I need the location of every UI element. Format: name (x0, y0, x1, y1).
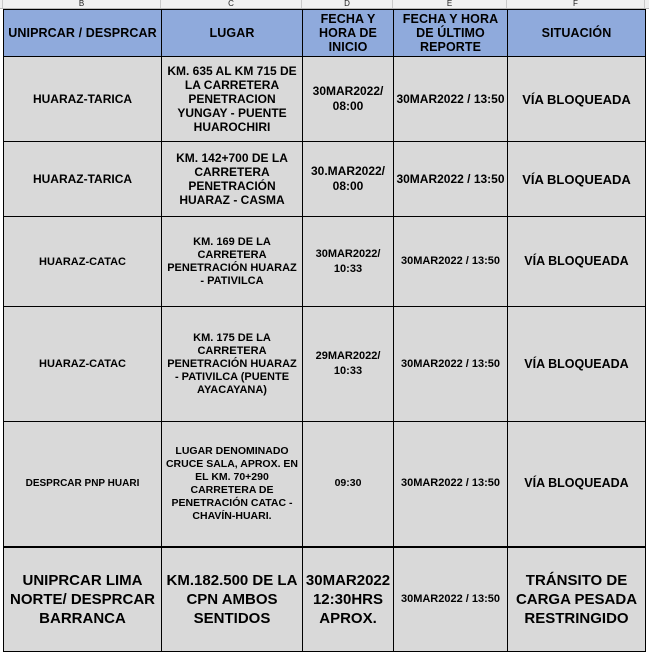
cell-place: LUGAR DENOMINADO CRUCE SALA, APROX. EN EL KM. 70+290 CARRETERA DE PENETRACIÓN CATAC - CHAVÍN-HUARI. (162, 422, 303, 547)
table-row[interactable] (4, 307, 646, 422)
cell-start-date: 30MAR2022 12:30HRS APROX. (303, 547, 394, 652)
cell-start-date: 30MAR2022/ 08:00 (303, 57, 394, 142)
column-letter-b[interactable]: B (3, 0, 161, 8)
cell-unit: HUARAZ-CATAC (4, 307, 162, 422)
cell-place: KM. 142+700 DE LA CARRETERA PENETRACIÓN HUARAZ - CASMA (162, 142, 303, 217)
table-row[interactable] (4, 142, 646, 217)
cell-last-report: 30MAR2022 / 13:50 (394, 217, 508, 307)
table-row[interactable] (4, 547, 646, 652)
cell-start-date: 30MAR2022/ 10:33 (303, 217, 394, 307)
column-letter-d[interactable]: D (302, 0, 393, 8)
cell-status: VÍA BLOQUEADA (508, 307, 646, 422)
header-row (4, 10, 646, 57)
column-header-strip (0, 0, 649, 9)
cell-place: KM. 175 DE LA CARRETERA PENETRACIÓN HUARAZ - PATIVILCA (PUENTE AYACAYANA) (162, 307, 303, 422)
column-letter-e[interactable]: E (393, 0, 507, 8)
cell-place: KM.182.500 DE LA CPN AMBOS SENTIDOS (162, 547, 303, 652)
cell-last-report: 30MAR2022 / 13:50 (394, 142, 508, 217)
cell-status: VÍA BLOQUEADA (508, 422, 646, 547)
cell-last-report: 30MAR2022 / 13:50 (394, 307, 508, 422)
cell-unit: HUARAZ-TARICA (4, 57, 162, 142)
table-row[interactable] (4, 217, 646, 307)
table-header (4, 10, 646, 57)
cell-place: KM. 169 DE LA CARRETERA PENETRACIÓN HUARAZ - PATIVILCA (162, 217, 303, 307)
cell-status: VÍA BLOQUEADA (508, 217, 646, 307)
cell-unit: HUARAZ-TARICA (4, 142, 162, 217)
table-container (3, 9, 646, 665)
cell-unit: DESPRCAR PNP HUARI (4, 422, 162, 547)
table-body (4, 57, 646, 652)
table-row[interactable] (4, 57, 646, 142)
road-status-table (3, 9, 646, 652)
cell-unit: HUARAZ-CATAC (4, 217, 162, 307)
cell-start-date: 29MAR2022/ 10:33 (303, 307, 394, 422)
cell-status: VÍA BLOQUEADA (508, 142, 646, 217)
column-letter-g[interactable] (645, 0, 649, 8)
column-header-place: LUGAR (162, 10, 303, 57)
column-header-start-date: FECHA Y HORA DE INICIO (303, 10, 394, 57)
column-letter-f[interactable]: F (507, 0, 645, 8)
cell-start-date: 30.MAR2022/ 08:00 (303, 142, 394, 217)
table-row[interactable] (4, 422, 646, 547)
column-header-last-report: FECHA Y HORA DE ÚLTIMO REPORTE (394, 10, 508, 57)
cell-place: KM. 635 AL KM 715 DE LA CARRETERA PENETRACION YUNGAY - PUENTE HUAROCHIRI (162, 57, 303, 142)
cell-status: TRÁNSITO DE CARGA PESADA RESTRINGIDO (508, 547, 646, 652)
column-letter-c[interactable]: C (161, 0, 302, 8)
cell-last-report: 30MAR2022 / 13:50 (394, 547, 508, 652)
cell-start-date: 09:30 (303, 422, 394, 547)
cell-status: VÍA BLOQUEADA (508, 57, 646, 142)
cell-last-report: 30MAR2022 / 13:50 (394, 422, 508, 547)
column-header-unit: UNIPRCAR / DESPRCAR (4, 10, 162, 57)
column-header-status: SITUACIÓN (508, 10, 646, 57)
cell-unit: UNIPRCAR LIMA NORTE/ DESPRCAR BARRANCA (4, 547, 162, 652)
cell-last-report: 30MAR2022 / 13:50 (394, 57, 508, 142)
